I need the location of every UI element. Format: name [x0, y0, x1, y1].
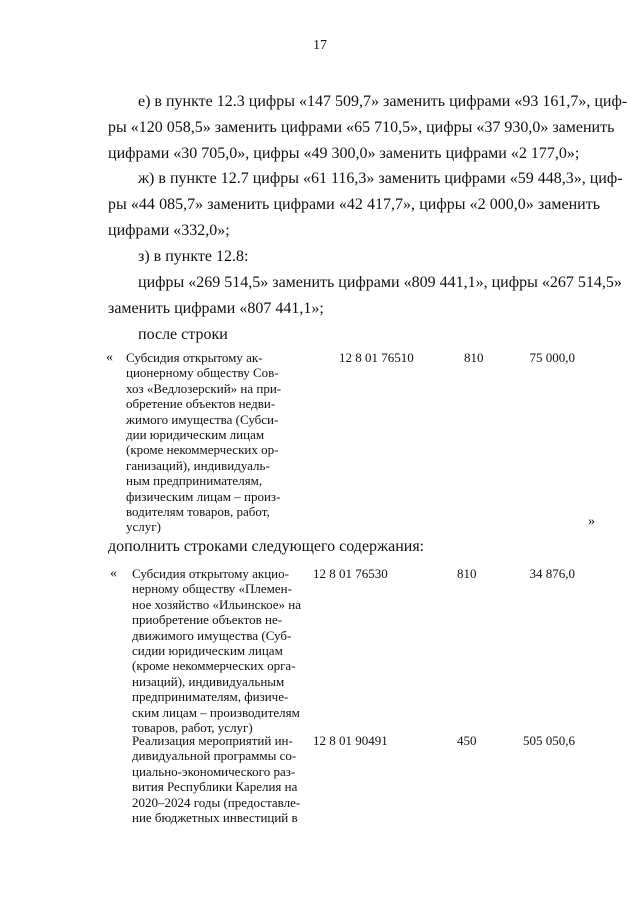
new-row-1-code: 12 8 01 76530 [313, 566, 388, 581]
open-quote: « [110, 566, 117, 581]
page-number: 17 [313, 38, 327, 53]
paragraph-z-heading: з) в пункте 12.8: [138, 248, 249, 265]
name-line: ное хозяйство «Ильинское» на [132, 596, 302, 612]
name-line: товаров, работ, услуг) [132, 720, 253, 736]
name-line: хоз «Ведлозерский» на при- [126, 380, 282, 396]
name-line: Субсидия открытому акцио- [132, 566, 289, 581]
existing-row-code: 12 8 01 76510 [339, 350, 414, 365]
name-line: обретение объектов недви- [126, 396, 276, 412]
existing-row-vr: 810 [464, 350, 484, 365]
name-line: приобретение объектов не- [132, 612, 283, 628]
name-line: нерному обществу «Племен- [132, 581, 292, 597]
new-row-2-code: 12 8 01 90491 [313, 733, 388, 748]
name-line: предпринимателям, физиче- [132, 689, 289, 705]
name-line: жимого имущества (Субси- [126, 411, 279, 427]
name-line: циально-экономического раз- [132, 763, 296, 779]
paragraph-e-line-2: ры «120 058,5» заменить цифрами «65 710,5», цифры «37 930,0» заменить [108, 119, 615, 136]
name-line: Реализация мероприятий ин- [132, 733, 293, 748]
name-line: ние бюджетных инвестиций в [132, 810, 298, 826]
new-row-1-name [132, 566, 301, 735]
append-rows-label: дополнить строками следующего содержания: [108, 538, 425, 555]
name-line: ным предпринимателям, [126, 473, 263, 489]
name-line: дивидуальной программы со- [132, 748, 297, 764]
name-line: ганизаций), индивидуаль- [126, 457, 270, 473]
name-line: дии юридическим лицам [126, 427, 265, 443]
name-line: (кроме некоммерческих орга- [132, 658, 296, 674]
name-line: низаций), индивидуальным [132, 673, 285, 689]
existing-row-amount: 75 000,0 [529, 350, 575, 365]
name-line: вития Республики Карелия на [132, 779, 298, 795]
name-line: Субсидия открытому ак- [126, 350, 263, 365]
new-row-2-name [132, 733, 300, 825]
new-row-2-vr: 450 [457, 733, 477, 748]
name-line: ционерному обществу Сов- [126, 365, 279, 381]
new-row-1-amount: 34 876,0 [529, 566, 575, 581]
name-line: сидии юридическим лицам [132, 643, 283, 659]
paragraph-zh-line-2: ры «44 085,7» заменить цифрами «42 417,7», цифры «2 000,0» заменить [108, 196, 600, 213]
close-quote: » [588, 514, 595, 529]
paragraph-z-line-1: цифры «269 514,5» заменить цифрами «809 441,1», цифры «267 514,5» [138, 274, 622, 291]
existing-row-name [126, 350, 281, 535]
name-line: (кроме некоммерческих ор- [126, 442, 279, 458]
paragraph-zh-line-3: цифрами «332,0»; [108, 222, 230, 239]
new-row-2-amount: 505 050,6 [523, 733, 575, 748]
name-line: физическим лицам – произ- [126, 488, 281, 504]
name-line: 2020–2024 годы (предоставле- [132, 794, 301, 810]
name-line: водителям товаров, работ, [126, 504, 270, 520]
paragraph-zh-line-1: ж) в пункте 12.7 цифры «61 116,3» заменить цифрами «59 448,3», циф- [138, 170, 623, 187]
after-row-label: после строки [138, 326, 228, 343]
paragraph-e-line-1: е) в пункте 12.3 цифры «147 509,7» заменить цифрами «93 161,7», циф- [138, 93, 628, 110]
name-line: ским лицам – производителям [132, 704, 300, 720]
open-quote: « [106, 350, 113, 365]
new-row-1-vr: 810 [457, 566, 477, 581]
paragraph-e-line-3: цифрами «30 705,0», цифры «49 300,0» заменить цифрами «2 177,0»; [108, 145, 580, 162]
paragraph-z-line-2: заменить цифрами «807 441,1»; [108, 300, 324, 317]
name-line: движимого имущества (Суб- [132, 627, 292, 643]
name-line: услуг) [126, 519, 161, 535]
